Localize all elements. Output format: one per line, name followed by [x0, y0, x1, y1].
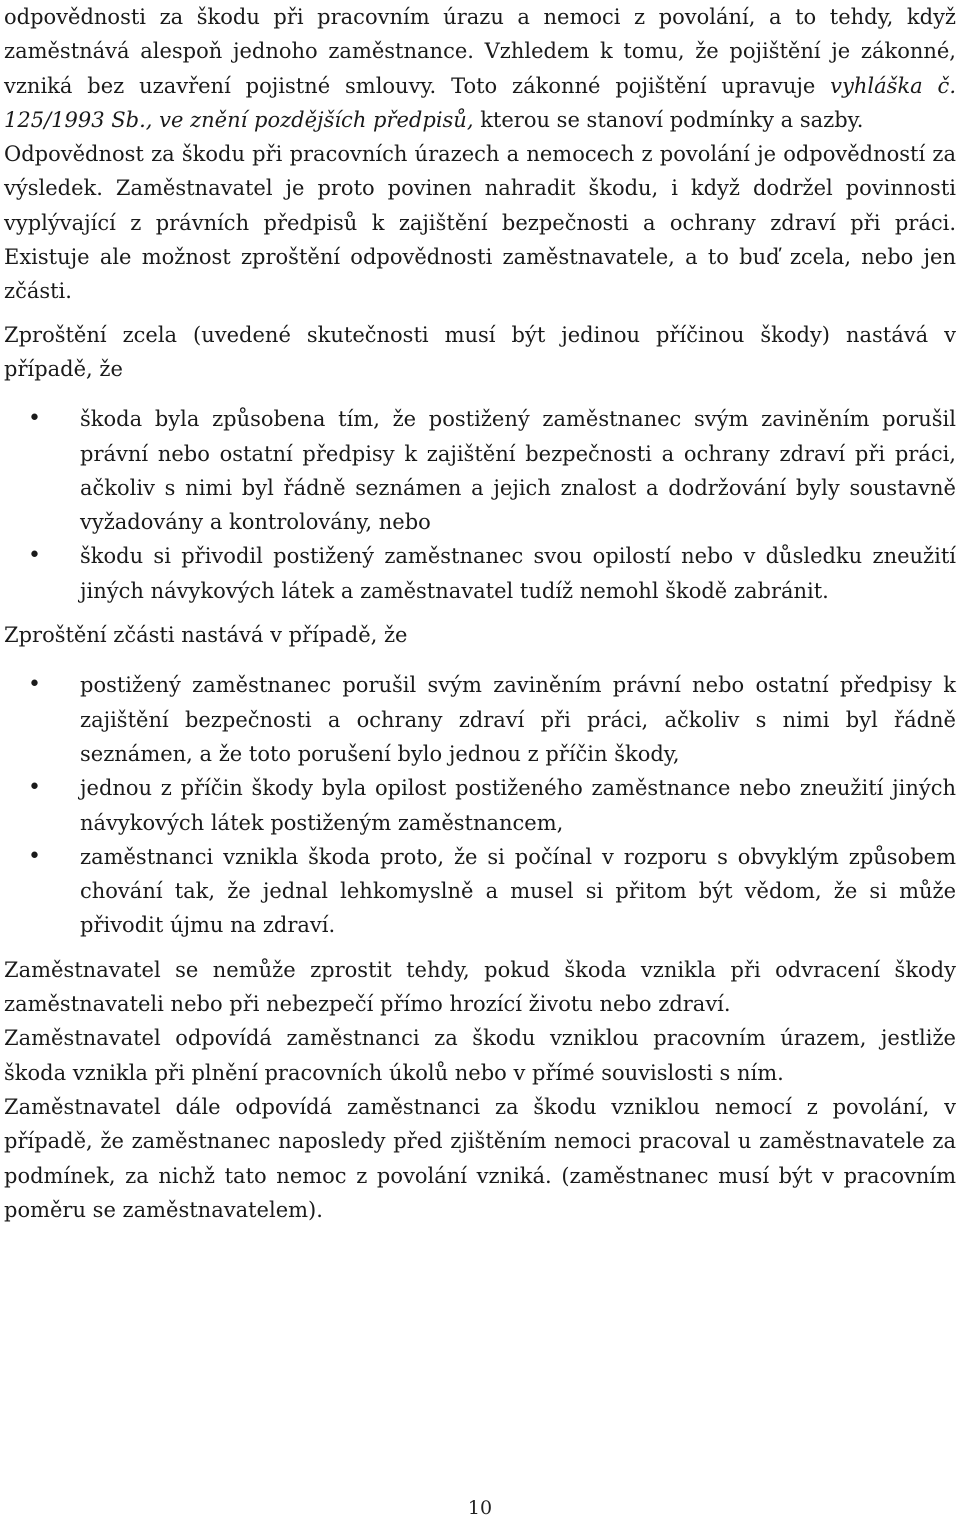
paragraph-full-exemption-intro: Zproštění zcela (uvedené skutečnosti musí být jedinou příčinou škody) nastává v případě, že	[4, 322, 956, 381]
paragraph-insurance-text: odpovědnosti za škodu při pracovním úrazu a nemoci z povolání, a to tehdy, když zaměstnává alespoň jednoho zaměstnance. Vzhledem k tomu, že pojištění je zákonné, vzniká bez uzavření pojistné smlouvy. Toto zákonné pojištění upravuje	[4, 5, 956, 98]
list-item: • zaměstnanci vznikla škoda proto, že si počínal v rozporu s obvyklým způsobem chování tak, že jednal lehkomyslně a musel si přitom být vědom, že si může přivodit újmu na zdraví.	[4, 840, 956, 943]
paragraph-occupational-disease: Zaměstnavatel dále odpovídá zaměstnanci za škodu vzniklou nemocí z povolání, v případě, že zaměstnanec naposledy před zjištěním nemoci pracoval u zaměstnavatele za podmínek, za nichž tato nemoc z povolání vzniká. (zaměstnanec musí být v pracovním poměru se zaměstnavatelem).	[4, 1094, 956, 1222]
paragraph-partial-exemption-intro: Zproštění zčásti nastává v případě, že	[4, 623, 408, 648]
list-item: • postižený zaměstnanec porušil svým zaviněním právní nebo ostatní předpisy k zajištění bezpečnosti a ochrany zdraví při práci, ačkoliv s nimi byl řádně seznámen, a že toto porušení bylo jednou z příčin škody,	[4, 668, 956, 771]
list-item: • škoda byla způsobena tím, že postižený zaměstnanec svým zaviněním porušil právní nebo ostatní předpisy k zajištění bezpečnosti a ochrany zdraví při práci, ačkoliv s nimi byl řádně seznámen a jejich znalost a dodržování byly soustavně vyžadovány a kontrolovány, nebo	[4, 402, 956, 539]
paragraph-work-injury: Zaměstnavatel odpovídá zaměstnanci za škodu vzniklou pracovním úrazem, jestliže škoda vznikla při plnění pracovních úkolů nebo v přímé souvislosti s ním.	[4, 1026, 956, 1085]
paragraph-insurance-end: kterou se stanoví podmínky a sazby.	[473, 107, 864, 132]
list-item: • škodu si přivodil postižený zaměstnanec svou opilostí nebo v důsledku zneužití jiných návykových látek a zaměstnavatel tudíž nemohl škodě zabránit.	[4, 539, 956, 608]
regulation-reference: vyhláška č. 125/1993 Sb., ve znění pozdějších předpisů,	[4, 73, 956, 132]
list-item: • jednou z příčin škody byla opilost postiženého zaměstnance nebo zneužití jiných návykových látek postiženým zaměstnancem,	[4, 771, 956, 840]
paragraph-liability: Odpovědnost za škodu při pracovních úrazech a nemocech z povolání je odpovědností za výsledek. Zaměstnavatel je proto povinen nahradit škodu, i když dodržel povinnosti vyplývající z právních předpisů k zajištění bezpečnosti a ochrany zdraví při práci. Existuje ale možnost zproštění odpovědnosti zaměstnavatele, a to buď zcela, nebo jen zčásti.	[4, 142, 956, 304]
page-number: 10	[467, 1497, 493, 1519]
list-full-exemption	[4, 402, 956, 608]
document-page	[4, 0, 956, 1227]
paragraph-insurance	[4, 0, 956, 137]
paragraph-no-exemption: Zaměstnavatel se nemůže zprostit tehdy, pokud škoda vznikla při odvracení škody zaměstnavateli nebo při nebezpečí přímo hrozící životu nebo zdraví.	[4, 957, 956, 1017]
list-partial-exemption	[4, 668, 956, 942]
